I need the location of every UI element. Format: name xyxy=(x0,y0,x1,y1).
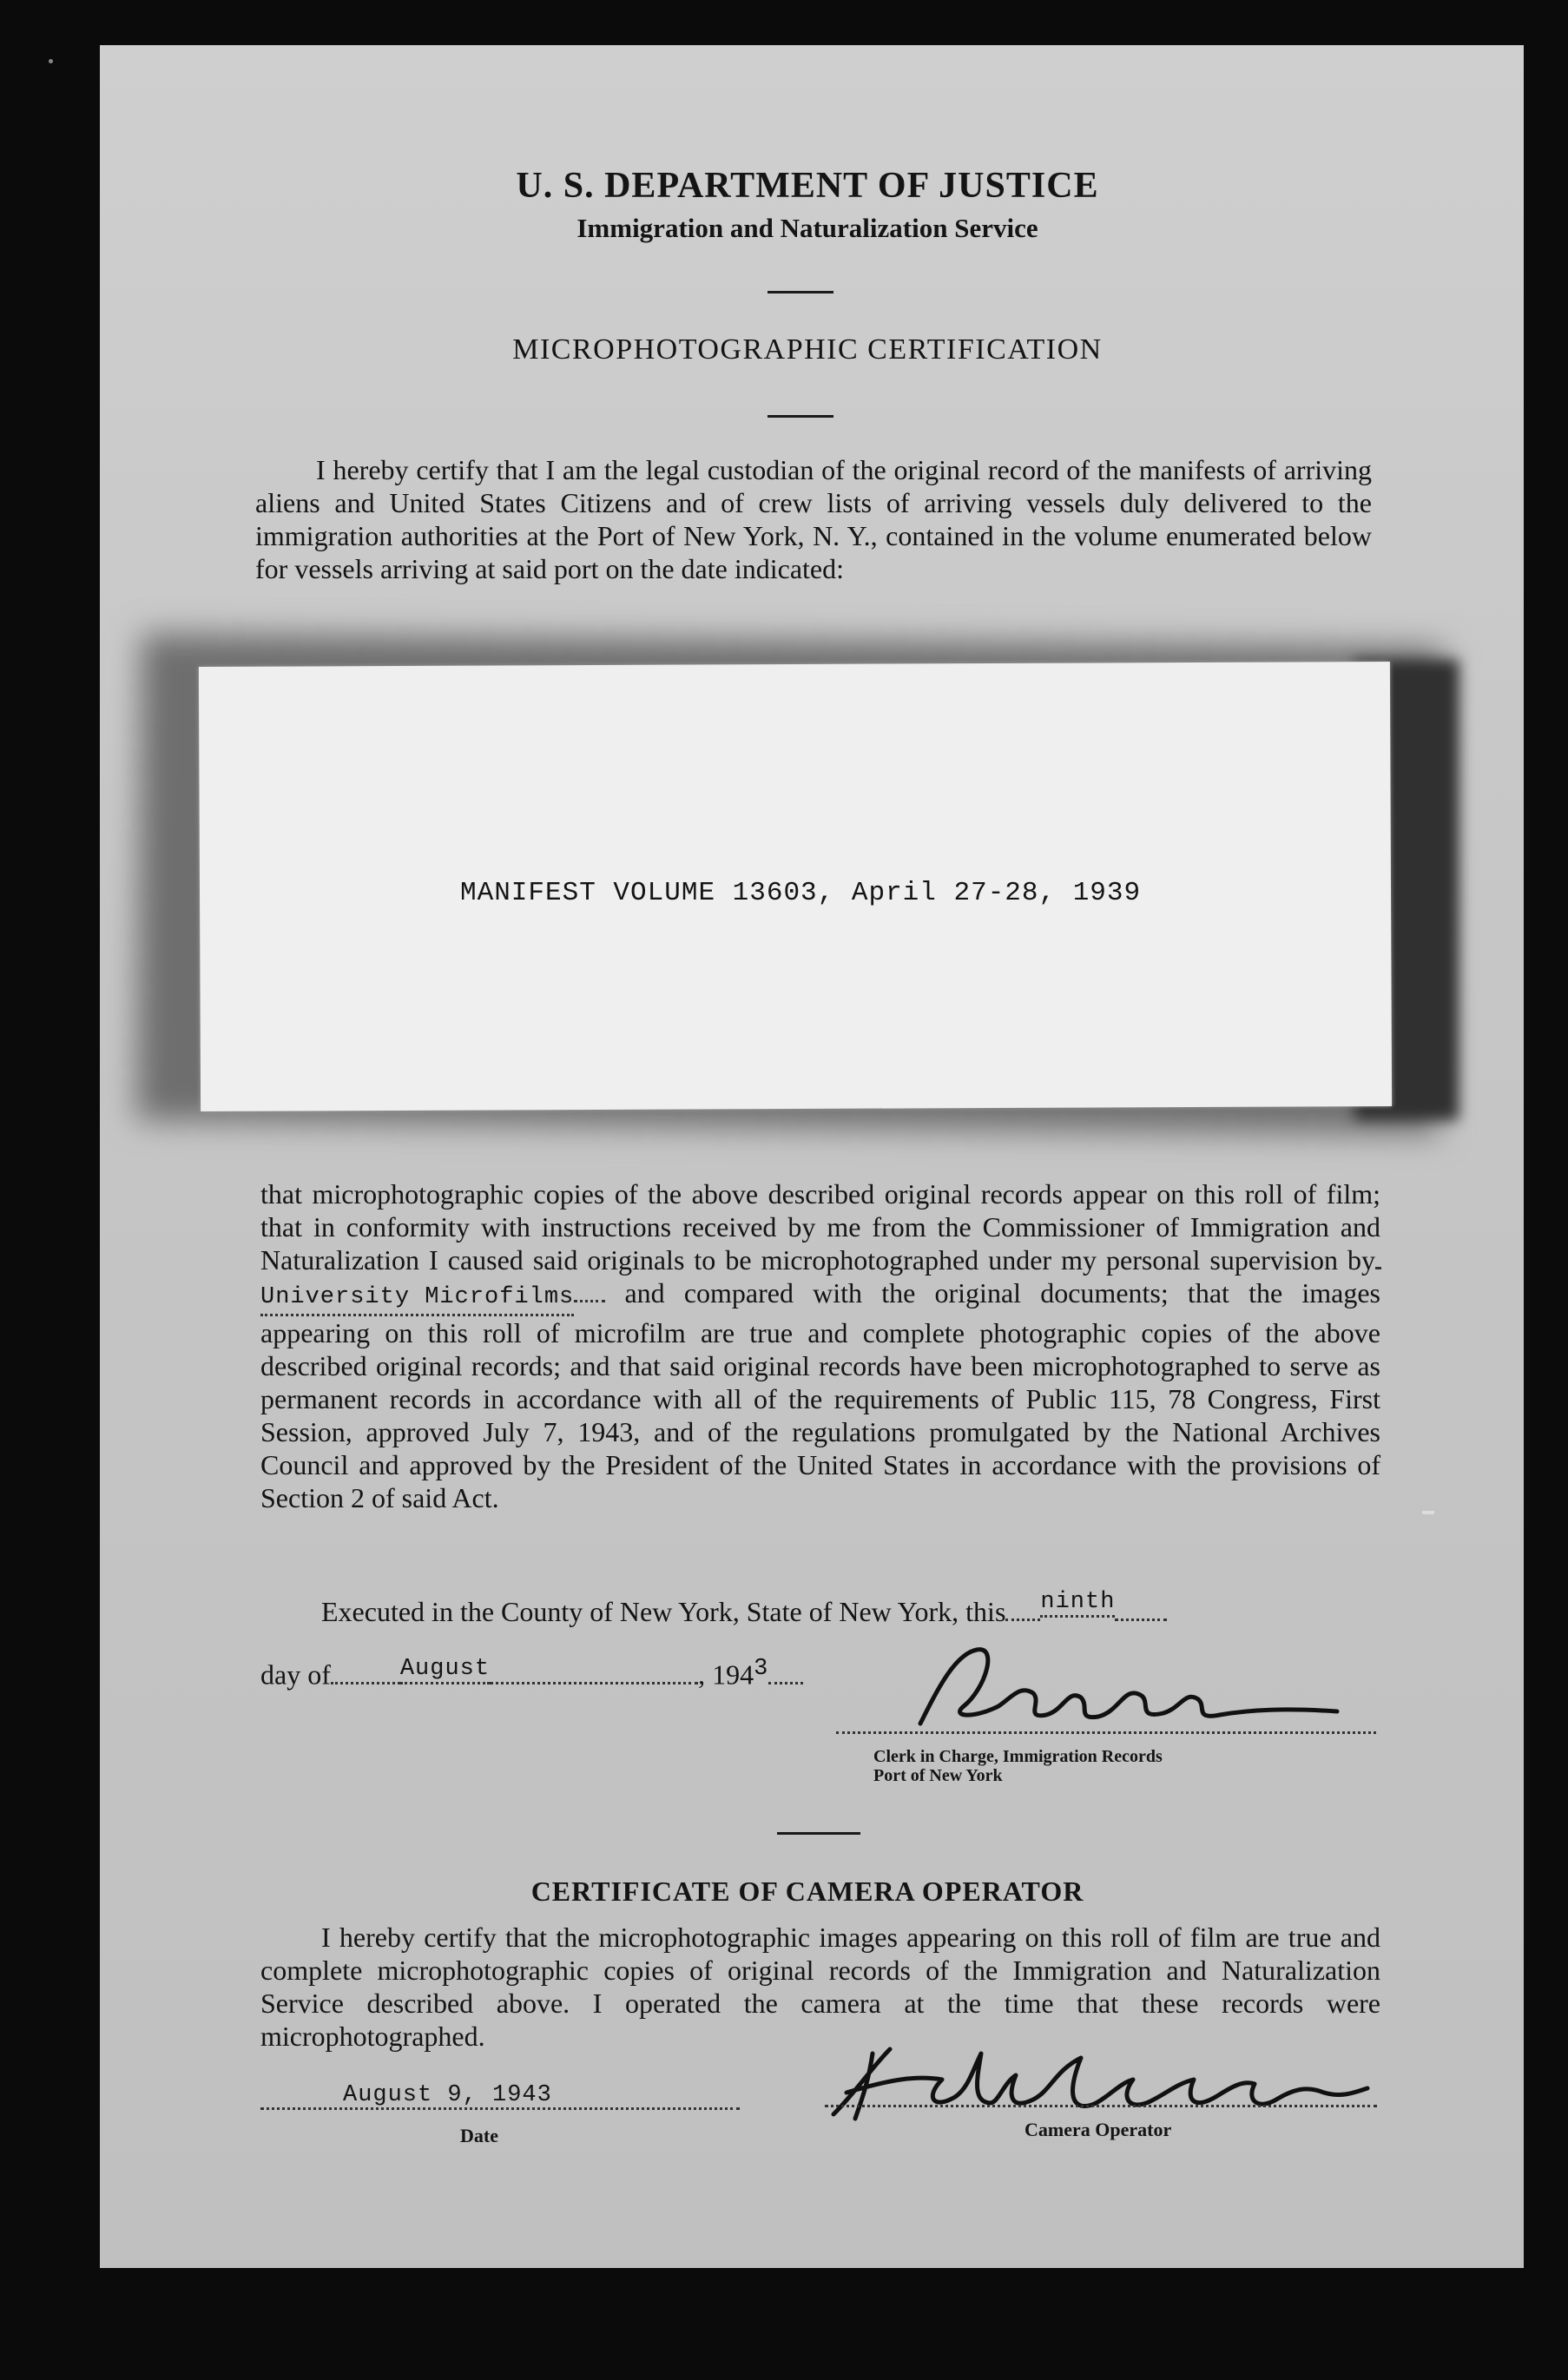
clerk-signature-line xyxy=(836,1731,1376,1734)
filming-company: University Microfilms xyxy=(260,1281,574,1316)
day-of-label: day of xyxy=(260,1658,331,1691)
divider xyxy=(768,415,833,418)
camera-operator-line xyxy=(825,2105,1377,2107)
film-speck xyxy=(1422,1511,1434,1514)
divider xyxy=(777,1832,860,1835)
divider xyxy=(768,291,833,293)
camera-certificate-text: I hereby certify that the microphotographic images appearing on this roll of film are true and complete microphotographic copies of original records of the Immigration and Naturalization Service described above. I operated the camera at the time that these records were microphotographed. xyxy=(260,1922,1380,2052)
clerk-signature xyxy=(903,1637,1354,1741)
year-prefix: , 194 xyxy=(698,1658,754,1691)
camera-date-value: August 9, 1943 xyxy=(343,2082,552,2108)
department-heading: U. S. DEPARTMENT OF JUSTICE xyxy=(516,166,1099,206)
camera-certificate-title: CERTIFICATE OF CAMERA OPERATOR xyxy=(530,1876,1084,1907)
manifest-volume-text: MANIFEST VOLUME 13603, April 27-28, 1939 xyxy=(460,878,1142,908)
film-speck xyxy=(49,59,53,63)
clerk-title xyxy=(873,1747,1163,1785)
execution-line xyxy=(321,1589,1167,1632)
month-value: August xyxy=(400,1656,490,1684)
certification-body xyxy=(260,1177,1380,1514)
clerk-title-line1: Clerk in Charge, Immigration Records xyxy=(873,1747,1163,1766)
year-digit: 3 xyxy=(754,1656,769,1682)
service-subheading: Immigration and Naturalization Service xyxy=(576,213,1038,243)
certification-intro: I hereby certify that I am the legal custodian of the original record of the manifests of arriving aliens and United States Citizens and of crew lists of arriving vessels duly delivered to the immigration authorities at the Port of New York, N. Y., contained in the volume enumerated below for vessels arriving at said port on the date indicated: xyxy=(255,454,1372,584)
body-part2: and compared with the original documents; that the images appearing on this roll of microfilm are true and complete photographic copies of the above described original records; and that said original records have been microphotographed to serve as permanent records in accordance with all of the requirements of Public 115, 78 Congress, First Session, approved July 7, 1943, and of the regulations promulgated by the National Archives Council and approved by the President of the United States in accordance with the provisions of Section 2 of said Act. xyxy=(260,1277,1381,1513)
date-line xyxy=(260,2107,740,2110)
execution-text: Executed in the County of New York, State of New York, this xyxy=(321,1596,1006,1627)
date-label: Date xyxy=(460,2125,498,2146)
body-part1: that microphotographic copies of the above described original records appear on this roll of film; that in conformity with instructions received by me from the Commissioner of Immigration and Naturalization I caused said originals to be microphotographed under my personal supervision by xyxy=(260,1178,1380,1276)
day-value: ninth xyxy=(1040,1589,1115,1618)
camera-operator-label: Camera Operator xyxy=(1024,2119,1172,2140)
clerk-title-line2: Port of New York xyxy=(873,1766,1003,1785)
certification-title: MICROPHOTOGRAPHIC CERTIFICATION xyxy=(512,333,1103,366)
date-line xyxy=(260,1656,803,1695)
